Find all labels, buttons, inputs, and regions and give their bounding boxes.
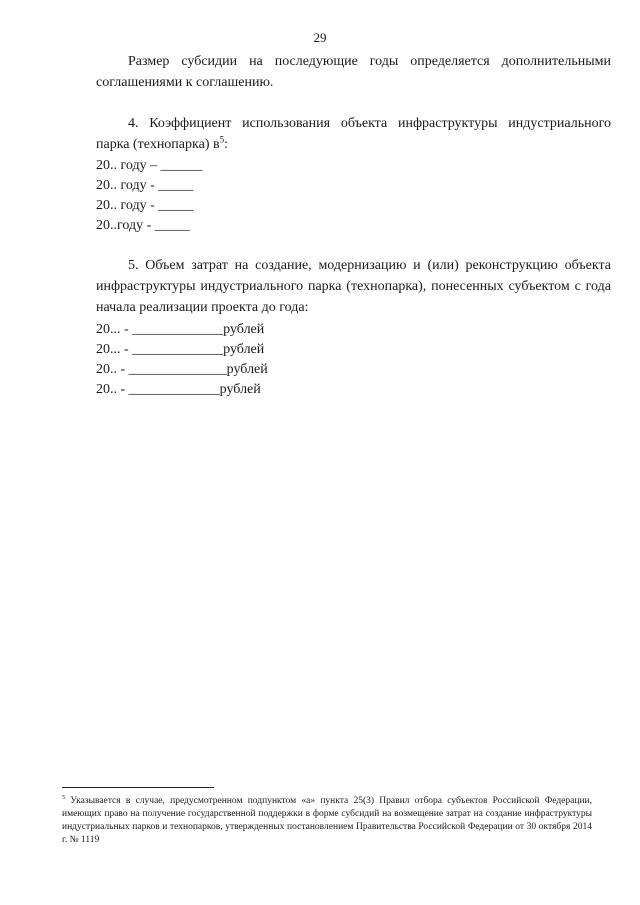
item-4-year-lines [96,156,203,236]
item-5-year-lines [96,320,268,400]
item-4-line: 20.. году - _____ [96,178,194,193]
page-number: 29 [313,30,327,45]
item-4-line: 20.. году - _____ [96,198,194,213]
item-5-line: 20.. - _____________рублей [96,382,261,397]
item-5-line: 20... - _____________рублей [96,342,265,357]
item-4-line: 20.. году – ______ [96,158,203,173]
item-5-line: 20... - _____________рублей [96,322,265,337]
footnote-text: Указывается в случае, предусмотренном подпунктом «а» пункта 25(3) Правил отбора субъектов Российской Федерации, имеющих право на получение государственной поддержки в форме субсидий на возмещение затрат на создание инфраструктуры индустриальных парков и технопарков, утвержденных постановлением Правительства Российской Федерации от 30 октября 2014 г. № 1119 [62,796,592,845]
item-5-line: 20.. - ______________рублей [96,362,268,377]
item-5-heading: 5. Объем затрат на создание, модернизацию и (или) реконструкцию объекта инфраструктуры индустриального парка (технопарка), понесенных субъектом с года начала реализации проекта до года: [96,258,611,315]
item-4-heading [96,113,611,155]
footnote-ref-5: 5 [219,134,225,145]
item-4-line: 20..году - _____ [96,218,190,233]
footnote-separator [62,787,214,788]
subsidy-paragraph: Размер субсидии на последующие годы определяется дополнительными соглашениями к соглашению. [96,54,611,90]
footnote-marker: 5 [62,794,65,801]
item-4-text: 4. Коэффициент использования объекта инфраструктуры индустриального парка (технопарка) в [96,116,611,152]
footnote [62,795,592,847]
item-4-colon: : [224,137,228,152]
